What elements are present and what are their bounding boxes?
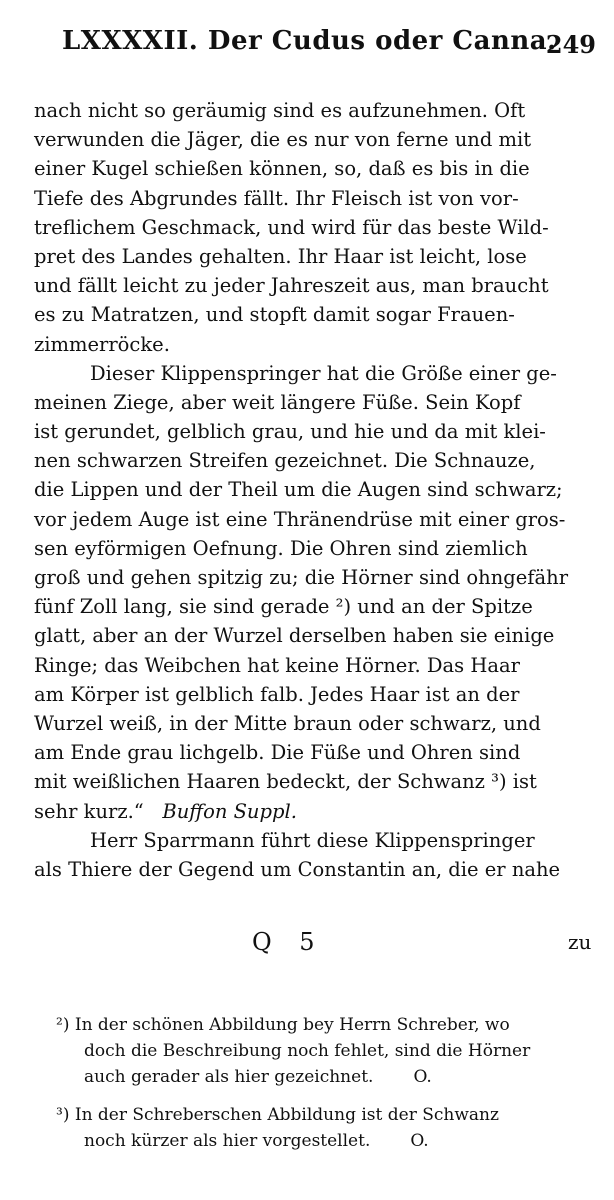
text-line: ist gerundet, gelblich grau, und hie und da mit klei-	[34, 420, 546, 444]
quote-end: sehr kurz.“	[34, 799, 144, 823]
paragraph-start-line: Dieser Klippenspringer hat die Größe einer ge-	[90, 361, 557, 385]
text-line: zimmerröcke.	[34, 332, 170, 356]
text-line: groß und gehen spitzig zu; die Hörner sind ohngefähr	[34, 566, 569, 589]
text-line: als Thiere der Gegend um Constantin an, die er nahe	[34, 857, 561, 881]
footnote-author-mark: O.	[410, 1131, 429, 1151]
footnote-author-mark: O.	[413, 1067, 432, 1087]
text-line: glatt, aber an der Wurzel derselben haben sie einige	[34, 624, 555, 648]
text-line: Tiefe des Abgrundes fällt. Ihr Fleisch ist von vor-	[34, 186, 519, 210]
text-line: nach nicht so geräumig sind es aufzunehmen. Oft	[34, 99, 526, 122]
text-line: es zu Matratzen, und stopft damit sogar Frauen-	[34, 303, 515, 327]
footnote-line-with-mark	[56, 1128, 602, 1154]
page-header	[62, 26, 602, 70]
paragraph-start-line: Herr Sparrmann führt diese Klippenspringer	[90, 828, 535, 852]
text-line: pret des Landes gehalten. Ihr Haar ist leicht, lose	[34, 244, 527, 268]
text-line: treflichem Geschmack, und wird für das beste Wild-	[34, 215, 549, 239]
text-line: nen schwarzen Streifen gezeichnet. Die Schnauze,	[34, 449, 536, 473]
text-line: mit weißlichen Haaren bedeckt, der Schwanz ³) ist	[34, 770, 537, 794]
text-line: fünf Zoll lang, sie sind gerade ²) und an der Spitze	[34, 595, 533, 619]
page-number: 249	[545, 30, 596, 59]
text-line: am Körper ist gelblich falb. Jedes Haar ist an der	[34, 682, 520, 706]
footnote-text: noch kürzer als hier vorgestellet.	[84, 1131, 371, 1151]
text-line: vor jedem Auge ist eine Thränendrüse mit einer gros-	[34, 507, 566, 531]
footnotes	[56, 1012, 602, 1154]
running-head: LXXXXII. Der Cudus oder Canna.	[62, 26, 557, 56]
signature-mark: Q 5	[252, 928, 325, 956]
citation: Buffon Suppl.	[162, 799, 297, 823]
text-line: einer Kugel schießen können, so, daß es bis in die	[34, 157, 530, 181]
footnote-line: ²) In der schönen Abbildung bey Herrn Schreber, wo	[56, 1015, 510, 1035]
text-line-with-citation	[34, 797, 594, 826]
footnote-line: doch die Beschreibung noch fehlet, sind die Hörner	[84, 1041, 531, 1061]
text-line: am Ende grau lichgelb. Die Füße und Ohren sind	[34, 741, 521, 765]
text-line: die Lippen und der Theil um die Augen sind schwarz;	[34, 478, 563, 502]
footnote-line-with-mark	[56, 1064, 602, 1090]
footnote-text: auch gerader als hier gezeichnet.	[84, 1067, 374, 1087]
main-text	[34, 96, 594, 884]
text-line: Wurzel weiß, in der Mitte braun oder schwarz, und	[34, 711, 541, 735]
text-line: und fällt leicht zu jeder Jahreszeit aus, man braucht	[34, 274, 549, 298]
text-line: sen eyförmigen Oefnung. Die Ohren sind ziemlich	[34, 536, 528, 560]
catchword: zu	[568, 930, 592, 954]
text-line: Ringe; das Weibchen hat keine Hörner. Das Haar	[34, 653, 520, 677]
footnote-line: ³) In der Schreberschen Abbildung ist der Schwanz	[56, 1105, 499, 1125]
text-line: verwunden die Jäger, die es nur von ferne und mit	[34, 128, 532, 152]
text-line: meinen Ziege, aber weit längere Füße. Sein Kopf	[34, 390, 521, 414]
